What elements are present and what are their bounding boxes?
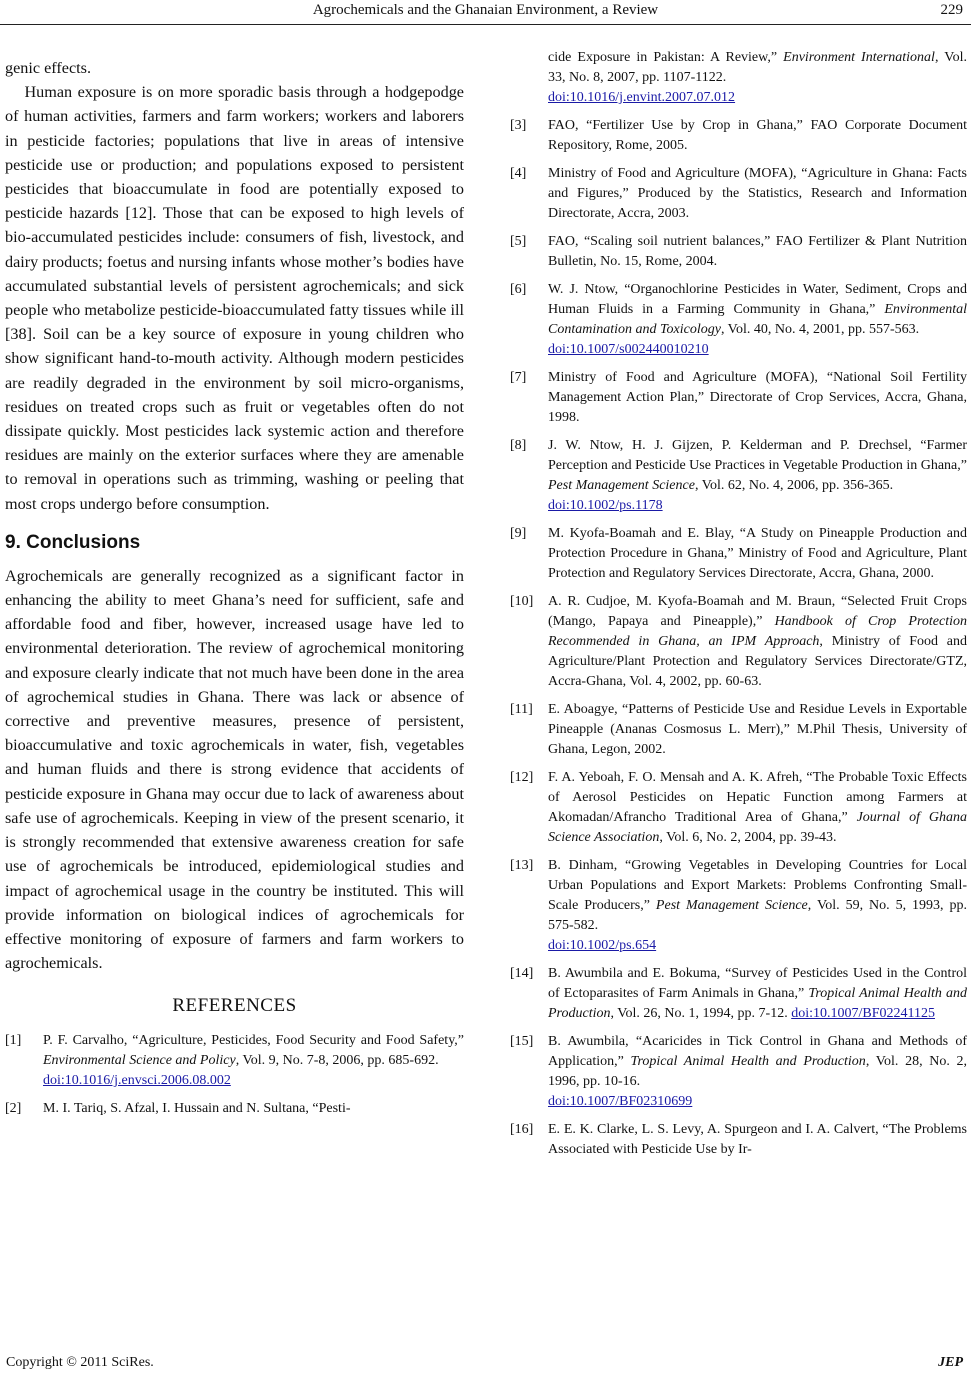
reference-text: E. Aboagye, “Patterns of Pesticide Use and Residue Levels in Exportable Pineapple (Ananas Cosmosus L. Merr),” M.Phil Thesis, University of Ghana, Legon, 2002. xyxy=(548,702,967,757)
reference-details: , Vol. 9, No. 7-8, 2006, pp. 685-692. xyxy=(235,1053,439,1069)
reference-item xyxy=(510,964,967,1024)
reference-text: FAO, “Scaling soil nutrient balances,” FAO Fertilizer & Plant Nutrition Bulletin, No. 15, Rome, 2004. xyxy=(548,234,967,269)
reference-item xyxy=(510,1120,967,1160)
reference-venue: Environmental Science and Policy xyxy=(43,1053,236,1069)
reference-item xyxy=(510,1032,967,1112)
reference-item xyxy=(510,232,967,272)
body-paragraph: genic effects. xyxy=(5,59,91,77)
reference-number: [5] xyxy=(510,234,527,249)
page-number: 229 xyxy=(940,2,963,18)
reference-item xyxy=(510,768,967,848)
reference-authors-title: B. Dinham, “Growing Vegetables in Developing Countries for Local Urban Populations and Export Markets: Problems Confronting Small-Scale Producers,” xyxy=(548,858,967,913)
reference-text xyxy=(548,48,967,108)
reference-authors-title: W. J. Ntow, “Organochlorine Pesticides in Water, Sediment, Crops and Human Fluids in a Farming Community in Ghana,” xyxy=(548,282,967,317)
reference-authors-title: P. F. Carvalho, “Agriculture, Pesticides, Food Security and Food Safety,” xyxy=(43,1033,464,1049)
reference-item xyxy=(510,280,967,360)
reference-text: Ministry of Food and Agriculture (MOFA), “Agriculture in Ghana: Facts and Figures,” Produced by the Statistics, Research and Information Directorate, Accra, 2003. xyxy=(548,166,967,221)
reference-number: [15] xyxy=(510,1034,534,1049)
reference-venue: Pest Management Science xyxy=(548,478,695,493)
reference-item xyxy=(510,116,967,156)
reference-item xyxy=(510,592,967,692)
reference-authors-title: B. Awumbila, “Acaricides in Tick Control in Ghana and Methods of Application,” xyxy=(548,1034,967,1069)
doi-link[interactable]: doi:10.1002/ps.654 xyxy=(548,938,657,953)
reference-authors-title: J. W. Ntow, H. J. Gijzen, P. Kelderman and P. Drechsel, “Farmer Perception and Pesticide Use Practices in Vegetable Production in Ghana,” xyxy=(548,438,967,473)
conclusions-paragraph: Agrochemicals are generally recognized as a significant factor in enhancing the ability to meet Ghana’s need for sufficient, safe and affordable food and fiber, however, increased usage have led to environmental deterioration. The review of agrochemical monitoring and exposure clearly indicate that not much have been done in the area of agrochemical studies in Ghana. There was lack or absence of corrective and preventive measures, presence of persistent, bioaccumulative and toxic agrochemicals in water, fish, vegetables and human fluids and there is strong evidence that accidents of pesticide exposure in Ghana may occur due to lack of awareness about safe use of agrochemicals. Keeping in view of the present scenario, it is strongly recommended that extensive awareness creation for safe use of agrochemicals be introduced, epidemiological studies and impact of agrochemical usage in the country be instituted. This will provide information on biological indices of agrochemicals for effective monitoring of exposure of farmers and farm workers to agrochemicals. xyxy=(5,566,464,973)
reference-number: [7] xyxy=(510,370,527,385)
doi-link[interactable]: doi:10.1002/ps.1178 xyxy=(548,498,663,513)
reference-text xyxy=(43,1031,464,1091)
doi-link[interactable]: doi:10.1007/s002440010210 xyxy=(548,342,709,357)
header-rule xyxy=(0,24,971,25)
reference-item xyxy=(510,368,967,428)
reference-details: , Vol. 40, No. 4, 2001, pp. 557-563. xyxy=(720,322,920,337)
doi-link[interactable]: doi:10.1016/j.envsci.2006.08.002 xyxy=(43,1073,231,1089)
reference-number: [11] xyxy=(510,702,533,717)
reference-item xyxy=(5,1031,464,1091)
reference-item xyxy=(510,524,967,584)
reference-number: [6] xyxy=(510,282,527,297)
reference-number: [1] xyxy=(5,1033,22,1049)
reference-text xyxy=(548,436,967,516)
reference-number: [12] xyxy=(510,770,534,785)
reference-number-spacer xyxy=(510,48,548,108)
reference-venue: Tropical Animal Health and Production xyxy=(630,1054,866,1069)
reference-text: FAO, “Fertilizer Use by Crop in Ghana,” FAO Corporate Document Repository, Rome, 2005. xyxy=(548,118,967,153)
reference-item xyxy=(510,856,967,956)
references-heading: REFERENCES xyxy=(172,995,297,1017)
reference-text: Ministry of Food and Agriculture (MOFA), “National Soil Fertility Management Action Plan,” Directorate of Crop Services, Accra, Ghana, 1998. xyxy=(548,370,967,425)
reference-text xyxy=(548,280,967,360)
doi-link[interactable]: doi:10.1016/j.envint.2007.07.012 xyxy=(548,90,736,105)
reference-authors-title: A. R. Cudjoe, M. Kyofa-Boamah and M. Braun, “Selected Fruit Crops (Mango, Papaya and Pineapple),” xyxy=(548,594,967,629)
reference-venue: Journal of Ghana Science Association xyxy=(548,810,967,845)
reference-venue: Handbook of Crop Protection Recommended in Ghana, an IPM Approach xyxy=(548,614,967,649)
reference-details: , Ministry of Food and Agriculture/Plant Protection and Regulatory Services Directorate/GTZ, Accra-Ghana, Vol. 4, 2002, pp. 60-63. xyxy=(548,634,967,689)
reference-details: , Vol. 33, No. 8, 2007, pp. 1107-1122. xyxy=(548,50,967,85)
copyright-notice: Copyright © 2011 SciRes. xyxy=(6,1355,154,1370)
reference-number: [16] xyxy=(510,1122,534,1137)
reference-number: [2] xyxy=(5,1101,22,1117)
reference-authors-title: F. A. Yeboah, F. O. Mensah and A. K. Afreh, “The Probable Toxic Effects of Aerosol Pesticides on Hepatic Function among Farmers at Akomadan/Afrancho Traditional Area of Ghana,” xyxy=(548,770,967,825)
doi-link[interactable]: doi:10.1007/BF02310699 xyxy=(548,1094,693,1109)
reference-venue: Environment International xyxy=(783,50,935,65)
reference-item xyxy=(510,436,967,516)
left-column xyxy=(5,56,464,1127)
reference-item xyxy=(510,164,967,224)
reference-number: [8] xyxy=(510,438,527,453)
reference-details: , Vol. 59, No. 5, 1993, pp. 575-582. xyxy=(548,898,967,933)
reference-text xyxy=(548,964,967,1024)
reference-text xyxy=(548,1032,967,1112)
reference-item xyxy=(510,48,967,108)
reference-item xyxy=(510,700,967,760)
reference-text xyxy=(548,592,967,692)
running-title: Agrochemicals and the Ghanaian Environment, a Review xyxy=(312,2,659,18)
reference-details: , Vol. 62, No. 4, 2006, pp. 356-365. xyxy=(694,478,894,493)
reference-authors-title: cide Exposure in Pakistan: A Review,” xyxy=(548,50,784,65)
reference-venue: Tropical Animal Health and Production xyxy=(548,986,967,1021)
doi-link[interactable]: doi:10.1007/BF02241125 xyxy=(791,1006,935,1021)
reference-number: [14] xyxy=(510,966,534,981)
conclusions-heading: 9. Conclusions xyxy=(5,531,141,553)
reference-text xyxy=(548,856,967,956)
reference-text: M. Kyofa-Boamah and E. Blay, “A Study on Pineapple Production and Protection Procedure in Ghana,” Ministry of Food and Agriculture, Plant Protection and Regulatory Services Directorate, Accra, Ghana, 2000. xyxy=(548,526,967,581)
right-column xyxy=(510,48,967,1168)
reference-number: [3] xyxy=(510,118,527,133)
reference-number: [9] xyxy=(510,526,527,541)
journal-abbrev: JEP xyxy=(938,1355,963,1370)
reference-details: , Vol. 26, No. 1, 1994, pp. 7-12. xyxy=(610,1006,788,1021)
reference-number: [4] xyxy=(510,166,527,181)
reference-item xyxy=(5,1099,464,1119)
reference-details: , Vol. 28, No. 2, 1996, pp. 10-16. xyxy=(548,1054,967,1089)
reference-number: [10] xyxy=(510,594,534,609)
page-header xyxy=(0,0,971,22)
reference-venue: Environmental Contamination and Toxicology xyxy=(548,302,967,337)
reference-number: [13] xyxy=(510,858,534,873)
reference-text: E. E. K. Clarke, L. S. Levy, A. Spurgeon and I. A. Calvert, “The Problems Associated with Pesticide Use by Ir- xyxy=(548,1122,967,1157)
reference-venue: Pest Management Science xyxy=(655,898,808,913)
reference-text xyxy=(548,768,967,848)
reference-text: M. I. Tariq, S. Afzal, I. Hussain and N. Sultana, “Pesti- xyxy=(43,1101,351,1117)
body-paragraph: Human exposure is on more sporadic basis through a hodgepodge of human activities, farmers and farm workers; workers and laborers in pesticide factories; populations that live in areas of intensive pesticide use or production; and populations exposed to persistent pesticides that bioaccumulate in food are potentially exposed to pesticide hazards [12]. Those that can be exposed to high levels of bio-accumulated pesticides include: consumers of fish, livestock, and dairy products; foetus and nursing infants whose mother’s bodies have accumulated substantial levels of persistent agrochemicals; and sick people who metabolize pesticide-bioaccumulated fatty tissues while ill [38]. Soil can be a key source of exposure in young children who show significant hand-to-mouth activity. Although modern pesticides are readily degraded in the environment by soil micro-organisms, residues on treated crops such as fruit or vegetables often do not dissipate quickly. Most pesticides lack systemic action and therefore residues are mainly on the exterior surfaces where they are amenable to removal in operations such as trimming, washing or peeling that most crops undergo before consumption. xyxy=(5,83,464,513)
reference-authors-title: B. Awumbila and E. Bokuma, “Survey of Pesticides Used in the Control of Ectoparasites of Farm Animals in Ghana,” xyxy=(548,966,967,1001)
reference-details: , Vol. 6, No. 2, 2004, pp. 39-43. xyxy=(659,830,837,845)
